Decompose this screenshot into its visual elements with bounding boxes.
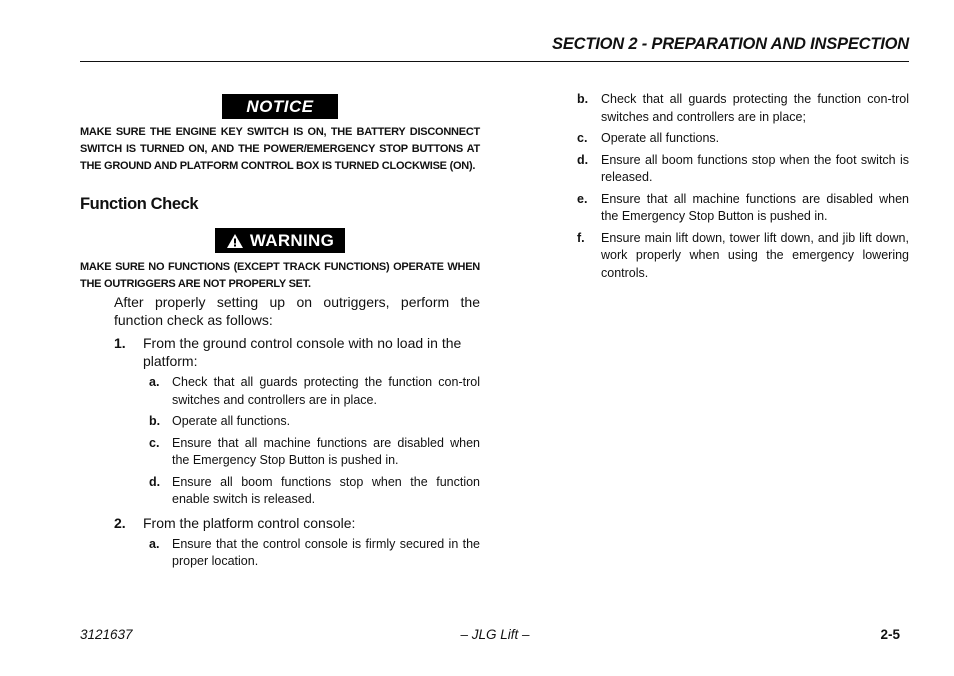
substep-item xyxy=(577,91,909,126)
substep-text: Ensure all boom functions stop when the foot switch is released. xyxy=(601,152,909,184)
substep-letter: c. xyxy=(577,131,588,145)
intro-paragraph: After properly setting up on outriggers, perform the function check as follows: xyxy=(114,294,480,328)
notice-badge: NOTICE xyxy=(222,94,338,119)
substep-item xyxy=(149,435,480,470)
substep-letter: b. xyxy=(149,414,161,428)
section-title: SECTION 2 - PREPARATION AND INSPECTION xyxy=(552,35,909,53)
substep-text: Check that all guards protecting the function con-trol switches and controllers are in place. xyxy=(172,375,480,407)
step-number: 1. xyxy=(114,335,126,351)
substep-letter: d. xyxy=(149,474,161,489)
substep-item xyxy=(577,130,909,148)
substep-item xyxy=(149,374,480,409)
step-text: From the ground control console with no load in the platform: xyxy=(143,335,462,369)
left-column xyxy=(80,94,480,571)
warning-text: MAKE SURE NO FUNCTIONS (EXCEPT TRACK FUNCTIONS) OPERATE WHEN THE OUTRIGGERS ARE NOT PROPERLY SET. xyxy=(80,261,480,290)
warning-label: WARNING xyxy=(249,231,335,250)
warning-badge xyxy=(215,228,345,253)
substep-text: Operate all functions. xyxy=(601,131,720,145)
substep-item xyxy=(149,536,480,571)
document-number: 3121637 xyxy=(80,627,133,642)
substep-text: Ensure all boom functions stop when the function enable switch is released. xyxy=(172,474,480,506)
substep-item xyxy=(149,413,480,431)
substep-letter: c. xyxy=(149,435,160,450)
substep-item xyxy=(577,230,909,283)
notice-text: MAKE SURE THE ENGINE KEY SWITCH IS ON, THE BATTERY DISCONNECT SWITCH IS TURNED ON, AND THE POWER/EMERGENCY STOP BUTTONS AT THE GROUND AND PLATFORM CONTROL BOX IS TURNED CLOCKWISE (ON). xyxy=(80,126,480,172)
substep-text: Check that all guards protecting the function con-trol switches and controllers are in place; xyxy=(601,92,909,124)
section-heading: Function Check xyxy=(80,195,199,213)
warning-triangle-icon xyxy=(226,233,244,249)
substep-letter: a. xyxy=(149,536,160,551)
substep-item xyxy=(577,191,909,226)
substep-item xyxy=(577,152,909,187)
step-item xyxy=(80,514,480,532)
substep-letter: a. xyxy=(149,375,160,389)
right-column xyxy=(577,87,909,282)
substep-letter: b. xyxy=(577,92,589,106)
step-text: From the platform control console: xyxy=(143,514,356,531)
substep-text: Ensure that all machine functions are disabled when the Emergency Stop Button is pushed in. xyxy=(601,191,909,223)
footer-brand: – JLG Lift – xyxy=(460,627,530,642)
substep-text: Operate all functions. xyxy=(172,414,291,428)
substep-text: Ensure main lift down, tower lift down, and jib lift down, work properly when using the emergency lowering controls. xyxy=(601,230,909,280)
substep-item xyxy=(149,474,480,509)
substep-text: Ensure that the control console is firmly secured in the proper location. xyxy=(172,536,480,568)
header-rule xyxy=(80,61,909,62)
step-number: 2. xyxy=(114,514,126,531)
substep-letter: e. xyxy=(577,191,588,206)
page-number: 2-5 xyxy=(880,627,900,642)
substep-text: Ensure that all machine functions are disabled when the Emergency Stop Button is pushed in. xyxy=(172,435,480,467)
substep-letter: d. xyxy=(577,152,589,167)
substep-letter: f. xyxy=(577,230,585,245)
step-item xyxy=(80,334,480,370)
